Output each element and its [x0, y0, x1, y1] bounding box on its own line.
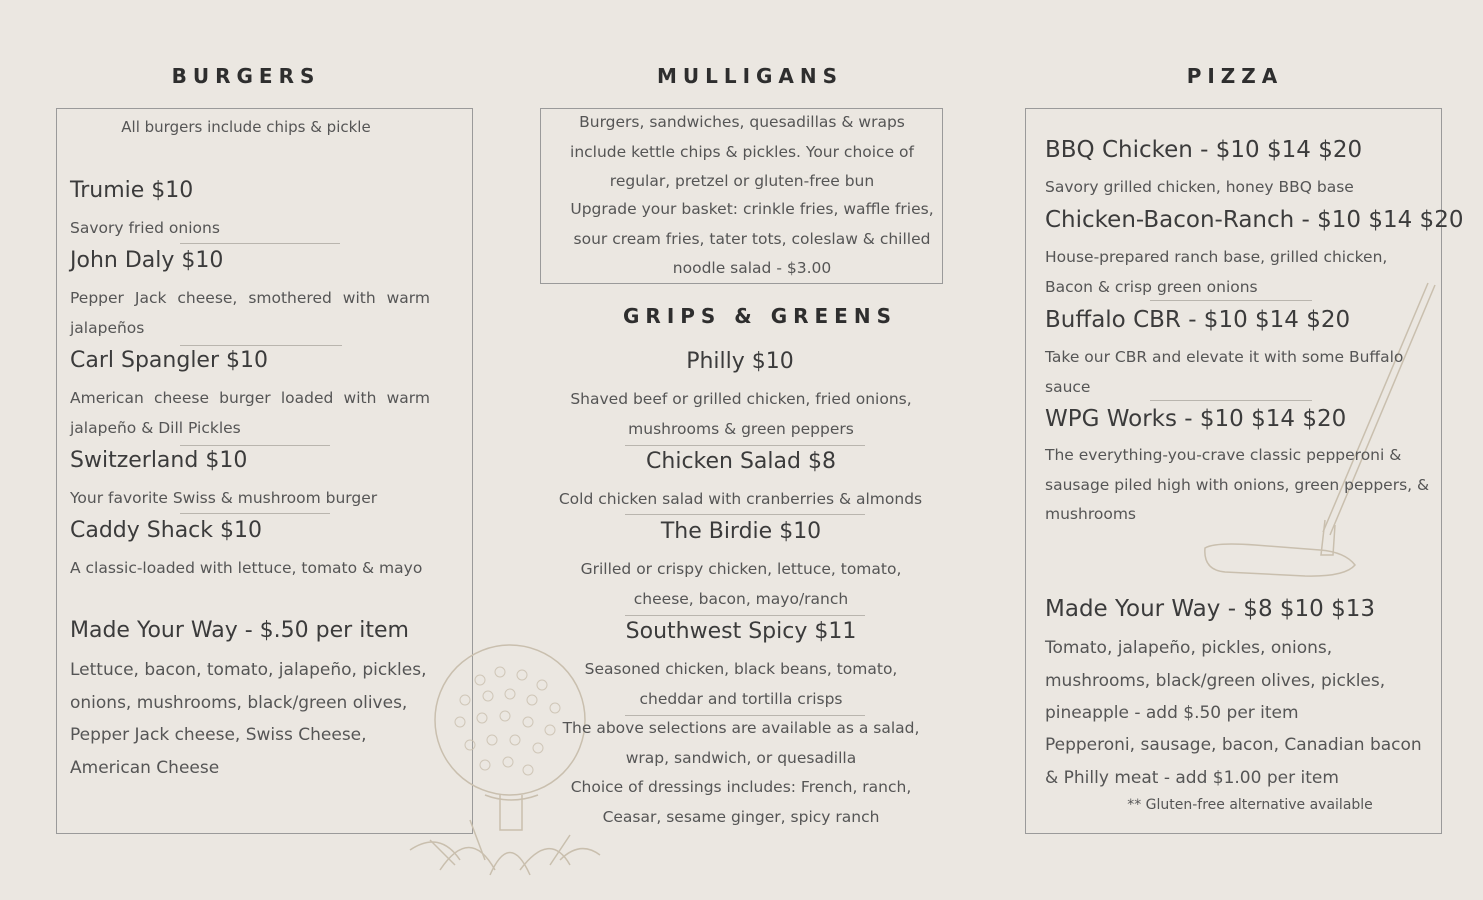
burger-made-your-way-desc: Lettuce, bacon, tomato, jalapeño, pickles, onions, mushrooms, black/green olives, Pepper Jack cheese, Swiss Cheese, American Cheese: [70, 660, 427, 778]
divider: [1150, 300, 1312, 301]
mulligans-note-1: Burgers, sandwiches, quesadillas & wraps include kettle chips & pickles. Your choice of regular, pretzel or gluten-free bun: [570, 113, 914, 190]
grips-desc-philly: Shaved beef or grilled chicken, fried onions, mushrooms & green peppers: [570, 390, 912, 438]
divider: [625, 514, 865, 515]
grips-title: GRIPS & GREENS: [623, 304, 897, 328]
burger-item-john-daly: John Daly $10: [70, 248, 224, 273]
pizza-desc-bbq-chicken: Savory grilled chicken, honey BBQ base: [1045, 178, 1354, 196]
burgers-title: BURGERS: [171, 64, 321, 88]
divider: [625, 445, 865, 446]
grips-desc-chicken-salad: Cold chicken salad with cranberries & almonds: [558, 490, 923, 508]
burger-made-your-way: Made Your Way - $.50 per item: [70, 618, 409, 643]
burger-desc-john-daly: Pepper Jack cheese, smothered with warm jalapeños: [70, 289, 430, 337]
pizza-made-your-way: Made Your Way - $8 $10 $13: [1045, 596, 1375, 622]
grips-item-chicken-salad: Chicken Salad $8: [646, 449, 836, 474]
burger-desc-carl-spangler: American cheese burger loaded with warm jalapeño & Dill Pickles: [70, 389, 430, 437]
burger-desc-trumie: Savory fried onions: [70, 219, 220, 237]
grips-item-philly: Philly $10: [686, 349, 794, 374]
divider: [180, 345, 342, 346]
burger-item-trumie: Trumie $10: [70, 178, 194, 203]
divider: [1150, 400, 1312, 401]
mulligans-title: MULLIGANS: [656, 64, 844, 88]
burger-item-caddy-shack: Caddy Shack $10: [70, 518, 262, 543]
pizza-desc-buffalo-cbr: Take our CBR and elevate it with some Buffalo sauce: [1045, 348, 1404, 396]
grips-desc-birdie: Grilled or crispy chicken, lettuce, tomato, cheese, bacon, mayo/ranch: [580, 560, 902, 608]
burgers-note: All burgers include chips & pickle: [121, 118, 371, 136]
pizza-item-buffalo-cbr: Buffalo CBR - $10 $14 $20: [1045, 307, 1351, 333]
mulligans-note-2: Upgrade your basket: crinkle fries, waffle fries, sour cream fries, tater tots, coleslaw & chilled noodle salad - $3.00: [570, 200, 934, 277]
grips-desc-southwest-spicy: Seasoned chicken, black beans, tomato, cheddar and tortilla crisps: [584, 660, 898, 708]
pizza-item-bbq-chicken: BBQ Chicken - $10 $14 $20: [1045, 137, 1363, 163]
divider: [625, 615, 865, 616]
pizza-made-your-way-desc-2: Pepperoni, sausage, bacon, Canadian bacon & Philly meat - add $1.00 per item: [1045, 735, 1422, 788]
pizza-item-chicken-bacon-ranch: Chicken-Bacon-Ranch - $10 $14 $20: [1045, 207, 1464, 233]
pizza-footnote: ** Gluten-free alternative available: [1127, 797, 1373, 813]
burger-item-carl-spangler: Carl Spangler $10: [70, 348, 268, 373]
pizza-title: PIZZA: [1186, 64, 1284, 88]
grips-item-southwest-spicy: Southwest Spicy $11: [625, 619, 857, 644]
grips-item-birdie: The Birdie $10: [660, 519, 822, 544]
divider: [180, 243, 340, 244]
grips-note-1: The above selections are available as a salad, wrap, sandwich, or quesadilla: [562, 719, 920, 767]
pizza-desc-chicken-bacon-ranch: House-prepared ranch base, grilled chicken, Bacon & crisp green onions: [1045, 248, 1388, 296]
burger-desc-caddy-shack: A classic-loaded with lettuce, tomato & mayo: [70, 559, 423, 577]
pizza-item-wpg-works: WPG Works - $10 $14 $20: [1045, 406, 1347, 432]
divider: [180, 445, 330, 446]
pizza-made-your-way-desc-1: Tomato, jalapeño, pickles, onions, mushrooms, black/green olives, pickles, pineapple - add $.50 per item: [1045, 638, 1386, 723]
burger-item-switzerland: Switzerland $10: [70, 448, 248, 473]
pizza-desc-wpg-works: The everything-you-crave classic pepperoni & sausage piled high with onions, green peppers, & mushrooms: [1045, 446, 1430, 523]
grips-note-2: Choice of dressings includes: French, ranch, Ceasar, sesame ginger, spicy ranch: [570, 778, 912, 826]
burger-desc-switzerland: Your favorite Swiss & mushroom burger: [70, 489, 378, 507]
divider: [180, 513, 330, 514]
